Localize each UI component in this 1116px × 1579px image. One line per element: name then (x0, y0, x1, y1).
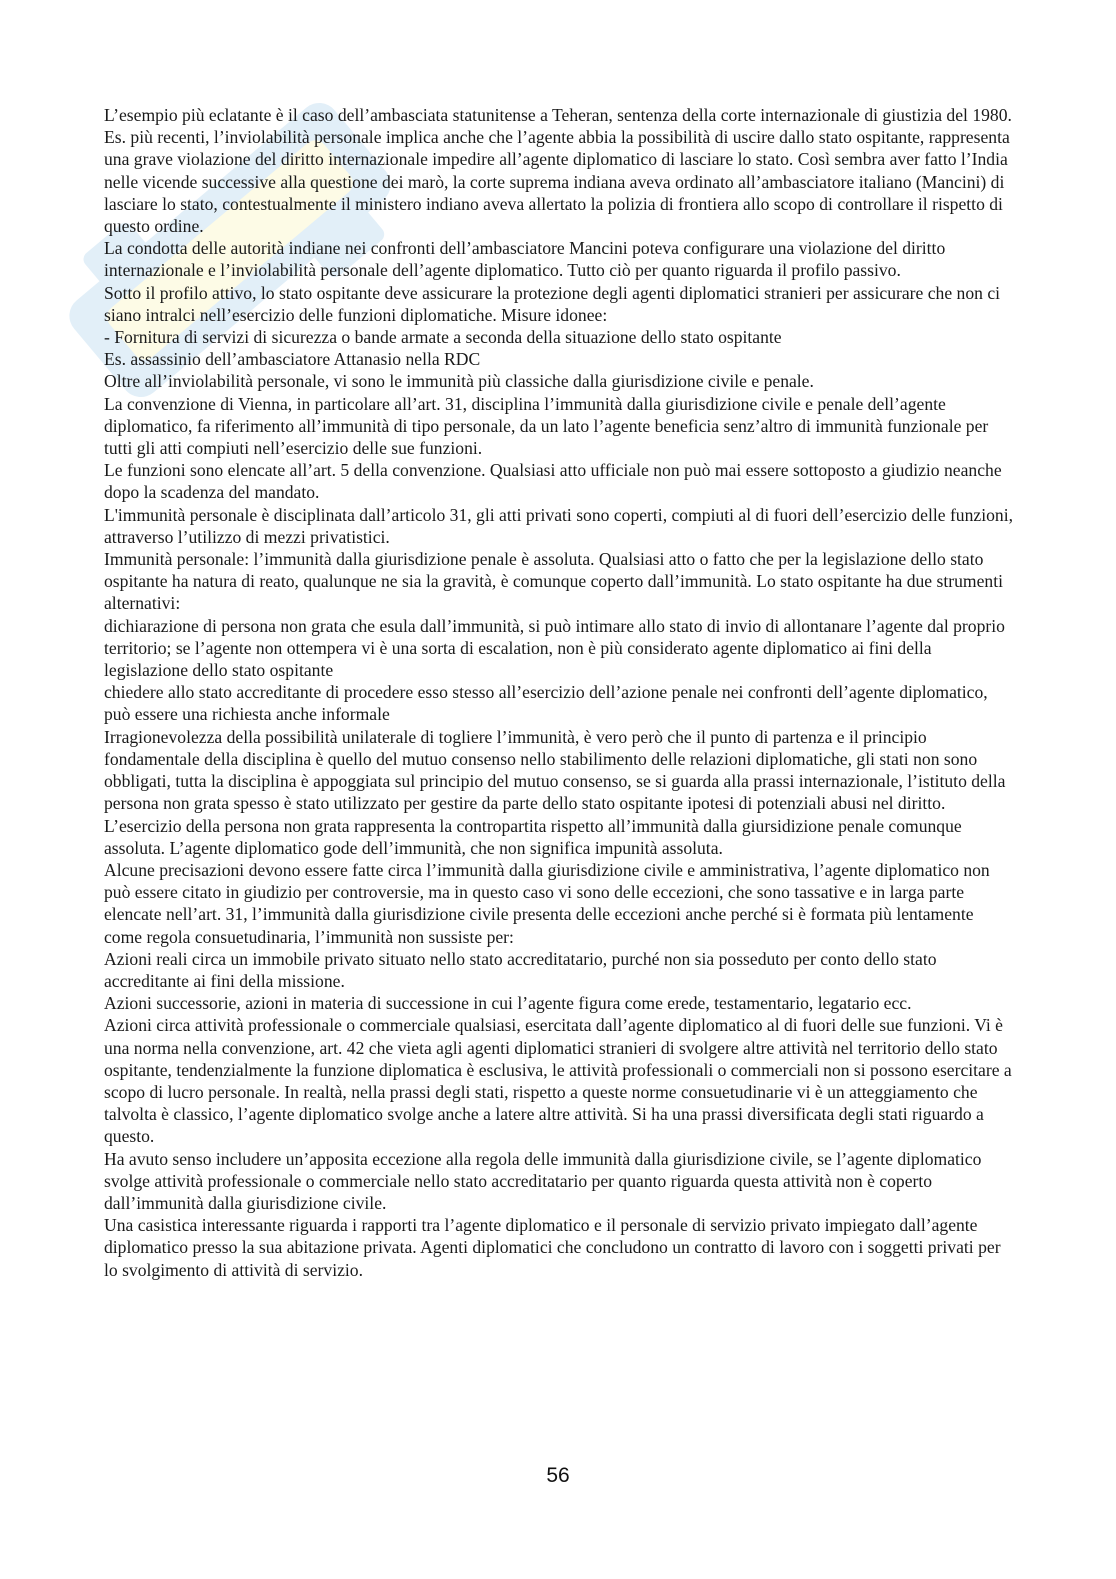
paragraph: Le funzioni sono elencate all’art. 5 della convenzione. Qualsiasi atto ufficiale non può mai essere sottoposto a giudizio neanche dopo la scadenza del mandato. (104, 460, 1002, 503)
paragraph: dichiarazione di persona non grata che esula dall’immunità, si può intimare allo stato di invio di allontanare l’agente dal proprio territorio; se l’agente non ottempera vi è una sorta di escalation, non è più considerato agente diplomatico ai fini della legislazione dello stato ospitante (104, 615, 1005, 681)
paragraph: Irragionevolezza della possibilità unilaterale di togliere l’immunità, è vero però che il punto di partenza e il principio fondamentale della disciplina è quello del mutuo consenso nello stabilimento delle relazioni diplomatiche, gli stati non sono obbligati, tutta la disciplina è appoggiata sul principio del mutuo consenso, se si guarda alla prassi internazionale, l’istituto della persona non grata spesso è stato utilizzato per gestire da parte dello stato ospitante ipotesi di potenziali abusi nel diritto. (104, 726, 1006, 814)
document-body (104, 104, 1014, 1281)
paragraph: chiedere allo stato accreditante di procedere esso stesso all’esercizio dell’azione penale nei confronti dell’agente diplomatico, può essere una richiesta anche informale (104, 682, 988, 725)
paragraph: La convenzione di Vienna, in particolare all’art. 31, disciplina l’immunità dalla giurisdizione civile e penale dell’agente diplomatico, fa riferimento all’immunità di tipo personale, da un lato l’agente beneficia senz’altro di immunità funzionale per tutti gli atti compiuti nell’esercizio delle sue funzioni. (104, 393, 989, 459)
paragraph: Immunità personale: l’immunità dalla giurisdizione penale è assoluta. Qualsiasi atto o fatto che per la legislazione dello stato ospitante ha natura di reato, qualunque ne sia la gravità, è comunque coperto dall’immunità. Lo stato ospitante ha due strumenti alternativi: (104, 549, 1003, 614)
paragraph: La condotta delle autorità indiane nei confronti dell’ambasciatore Mancini poteva configurare una violazione del diritto internazionale e l’inviolabilità personale dell’agente diplomatico. Tutto ciò per quanto riguarda il profilo passivo. (104, 238, 946, 281)
paragraph: L'immunità personale è disciplinata dall’articolo 31, gli atti privati sono coperti, compiuti al di fuori dell’esercizio delle funzioni, attraverso l’utilizzo di mezzi privatistici. (104, 504, 1013, 547)
paragraph: Azioni circa attività professionale o commerciale qualsiasi, esercitata dall’agente diplomatico al di fuori delle sue funzioni. Vi è una norma nella convenzione, art. 42 che vieta agli agenti diplomatici stranieri di svolgere altre attività nel territorio dello stato ospitante, tendenzialmente la funzione diplomatica è esclusiva, le attività professionali o commerciali non si possono esercitare a scopo di lucro personale. In realtà, nella prassi degli stati, rispetto a queste norme consuetudinarie vi è un atteggiamento che talvolta è classico, l’agente diplomatico svolge anche a latere altre attività. Si ha una prassi diversificata degli stati riguardo a questo. (104, 1015, 1012, 1147)
paragraph: L’esempio più eclatante è il caso dell’ambasciata statunitense a Teheran, sentenza della corte internazionale di giustizia del 1980. (104, 105, 1012, 125)
paragraph: L’esercizio della persona non grata rappresenta la contropartita rispetto all’immunità dalla giursidizione penale comunque assoluta. L’agente diplomatico gode dell’immunità, che non significa impunità assoluta. (104, 815, 962, 858)
page-number: 56 (546, 1464, 570, 1487)
paragraph: Alcune precisazioni devono essere fatte circa l’immunità dalla giurisdizione civile e amministrativa, l’agente diplomatico non può essere citato in giudizio per controversie, ma in questo caso vi sono delle eccezioni, che sono tassative e in larga parte elencate nell’art. 31, l’immunità dalla giurisdizione civile presenta delle eccezioni anche perché si è formata più lentamente come regola consuetudinaria, l’immunità non sussiste per: (104, 859, 990, 947)
paragraph: Es. più recenti, l’inviolabilità personale implica anche che l’agente abbia la possibilità di uscire dallo stato ospitante, rappresenta una grave violazione del diritto internazionale impedire all’agente diplomatico di lasciare lo stato. Così sembra aver fatto l’India nelle vicende successive alla questione dei marò, la corte suprema indiana aveva ordinato all’ambasciatore italiano (Mancini) di lasciare lo stato, contestualmente il ministero indiano aveva allertato la polizia di frontiera allo scopo di controllare il rispetto di questo ordine. (104, 127, 1010, 237)
paragraph: Sotto il profilo attivo, lo stato ospitante deve assicurare la protezione degli agenti diplomatici stranieri per assicurare che non ci siano intralci nell’esercizio delle funzioni diplomatiche. Misure idonee: (104, 282, 1001, 325)
list-item: - Fornitura di servizi di sicurezza o bande armate a seconda della situazione dello stato ospitante (104, 327, 782, 348)
paragraph: Ha avuto senso includere un’apposita eccezione alla regola delle immunità dalla giurisdizione civile, se l’agente diplomatico svolge attività professionale o commerciale nello stato accreditatario per quanto riguarda questa attività non è coperto dall’immunità dalla giurisdizione civile. (104, 1148, 982, 1213)
paragraph: Es. assassinio dell’ambasciatore Attanasio nella RDC (104, 349, 481, 370)
paragraph: Azioni reali circa un immobile privato situato nello stato accreditatario, purché non sia posseduto per conto dello stato accreditante ai fini della missione. (104, 948, 937, 991)
paragraph: Una casistica interessante riguarda i rapporti tra l’agente diplomatico e il personale di servizio privato impiegato dall’agente diplomatico presso la sua abitazione privata. Agenti diplomatici che concludono un contratto di lavoro con i soggetti privati per lo svolgimento di attività di servizio. (104, 1215, 1001, 1280)
paragraph: Azioni successorie, azioni in materia di successione in cui l’agente figura come erede, testamentario, legatario ecc. (104, 993, 912, 1014)
paragraph: Oltre all’inviolabilità personale, vi sono le immunità più classiche dalla giurisdizione civile e penale. (104, 371, 814, 392)
